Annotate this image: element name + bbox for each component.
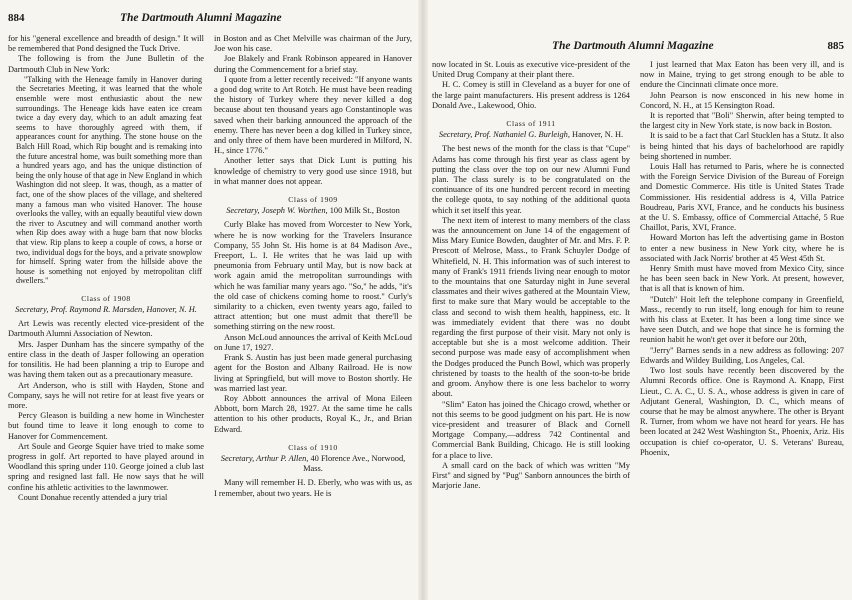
class-heading-1908: Class of 1908 xyxy=(81,293,131,303)
right-column-2 xyxy=(640,60,844,458)
paragraph: "Jerry" Barnes sends in a new address as following: 207 Edwards and Wildey Building, Los Angeles, Cal. xyxy=(640,345,844,365)
paragraph: now located in St. Louis as executive vice-president of the United Drug Company at their plant there. xyxy=(432,60,630,80)
paragraph: Roy Abbott announces the arrival of Mona Eileen Abbott, born March 28, 1927. At the same time he calls attention to his other products, Royal K., Jr., and Brian Edward. xyxy=(214,393,412,434)
class-secretary-1910: Secretary, Arthur P. Allen, 40 Florence Ave., Norwood, Mass. xyxy=(220,453,406,474)
paragraph: The following is from the June Bulletin of the Dartmouth Club in New York: xyxy=(8,54,204,74)
right-column-1 xyxy=(432,60,630,491)
class-heading-1910: Class of 1910 xyxy=(288,442,338,452)
right-page xyxy=(426,0,852,600)
paragraph: H. C. Comey is still in Cleveland as a buyer for one of the large paint manufacturers. His present address is 1264 Donald Ave., Lakewood, Ohio. xyxy=(432,80,630,110)
page-number: 885 xyxy=(827,40,844,52)
paragraph: Two lost souls have recently been discovered by the Alumni Records office. One is Raymond A. Knapp, First Lieut., C. A. C., U. S. A., whose address is given in care of Adjutant General, Washington, D. C., which means of course that he may be almost anywhere. The other is Bryant R. Turner, from whom we have not heard for years. He has been located at 242 West Washington St., Phoenix, Ariz. His occupation is chief co-operator, U. S. Veterans' Bureau, Phoenix, xyxy=(640,366,844,457)
paragraph: Another letter says that Dick Lunt is putting his knowledge of chemistry to very good use since 1918, but in what manner does not appear. xyxy=(214,156,412,186)
class-secretary-1908: Secretary, Prof. Raymond R. Marsden, Hanover, N. H. xyxy=(15,305,197,315)
running-title: The Dartmouth Alumni Magazine xyxy=(120,12,282,24)
paragraph: in Boston and as Chet Melville was chairman of the Jury, Joe won his case. xyxy=(214,34,412,54)
paragraph: It is reported that "Boli" Sherwin, after being tempted to the largest city in New York state, is now back in Boston. xyxy=(640,111,844,131)
paragraph: I quote from a letter recently received: "If anyone wants a good dog write to Art Rotch. He must have been reading the history of Turkey where they never killed a dog because about ten thousand years ago Constantinople was saved when their barking announced the approach of the enemy. There has never been a dog killed in Turkey since, and only three of them have been murdered in Milford, N. H., since 1776." xyxy=(214,74,412,156)
paragraph: "Dutch" Hoit left the telephone company in Greenfield, Mass., recently to run itself, long enough for him to reune with his class at Exeter. It has been a long time since we have seen Dutch, and we hope that since he is forming the reunion habit he won't get over it before our 20th, xyxy=(640,294,844,345)
paragraph: Henry Smith must have moved from Mexico City, since he has been seen back in New York. At present, however, that is all that is known of him. xyxy=(640,264,844,294)
paragraph: Percy Gleason is building a new home in Winchester but found time to leave it long enough to come to Hanover for Commencement. xyxy=(8,411,204,441)
paragraph: Art Anderson, who is still with Hayden, Stone and Company, says he will not retire for at least five years or more. xyxy=(8,380,204,410)
class-secretary-1909: Secretary, Joseph W. Worthen, 100 Milk St., Boston xyxy=(226,206,400,216)
paragraph: Curly Blake has moved from Worcester to New York, where he is now working for the Travelers Insurance Company, 55 John St. His home is at 84 Madison Ave., Freeport, L. I. He writes that he was laid up with pneumonia from February until May, but is now back at work again amid the metropolitan surroundings with which he was familiar many years ago. "So," he adds, "it's the old case of chickens coming home to roost." Curly's similarity to a chicken, even twenty years ago, failed to attract attention; but one must admit that there'll be something stirring on the new roost. xyxy=(214,220,412,332)
paragraph: Count Donahue recently attended a jury trial xyxy=(18,492,168,502)
paragraph: The best news of the month for the class is that "Cupe" Adams has come through his first year as class agent by putting the class over the top on our new Alumni Fund plan. The class surely is to be congratulated on the continuance of its one hundred percent record in meeting the college quota, to say nothing of the additional quota which it set itself this year. xyxy=(432,144,630,215)
running-title: The Dartmouth Alumni Magazine xyxy=(552,40,714,52)
paragraph: It is said to be a fact that Carl Stucklen has a Stutz. It also is being hinted that his days of bachelorhood are rapidly being shortened in number. xyxy=(640,131,844,161)
paragraph: I just learned that Max Eaton has been very ill, and is now in Maine, trying to get strong enough to be able to endure the Cincinnati climate once more. xyxy=(640,60,844,90)
club-bulletin-quote: "Talking with the Heneage family in Hanover during the Secretaries Meeting, it was learned that the whole ensemble were most enthusiastic about the new surroundings. The Heneage kids have eaten ice cream twice a day every day, which to an adult amazing feat seems to have thoroughly agreed with them, if appearances count for anything. The stone house on the Balch Hill Road, which Rip bought and is remaking into the future ancestral home, was built something more than a hundred years ago, and has the unique distinction of being the only house of that age in New England in which Washington did not sleep. It was, though, as a matter of fact, one of the show places of the village, and sheltered many a famous man who visited Hanover. The house overlooks the valley, with an equally beautiful view down the river to Ascutney and will command another worth when Rip does away with a huge barn that now blocks that view. Rip plans to keep a couple of cows, a horse or two, individual dogs for the boys, and a private snowplow for himself. Spring water from the hillside above the house is something not enjoyed by metropolitan cliff dwellers." xyxy=(16,74,202,286)
paragraph: Howard Morton has left the advertising game in Boston to enter a new business in New York city, where he is associated with Jack Norris' brother at 45 West 45th St. xyxy=(640,233,844,263)
paragraph: Mrs. Jasper Dunham has the sincere sympathy of the entire class in the death of Jasper following an operation for tonsilitis. He had been planning a trip to Europe and was having them taken out as a precautionary measure. xyxy=(8,339,204,380)
paragraph: The next item of interest to many members of the class was the announcement on June 14 of the engagement of Miss Mary Eunice Bowden, daughter of Mr. and Mrs. F. P. Prescott of Melrose, Mass., to Frank Schuyler Dodge of Whitefield, N. H. This information was of such interest to many of Frank's 1911 friends living near enough to motor to the mountains that one Saturday night in June several classmates and their wives gathered at the Mountain View, first to make sure that Mary would be acceptable to the class and second to wish them health, happiness, etc. It was immediately evident that there was no doubt regarding the first purpose of their visit. Mary not only is acceptable but she is a most welcome addition. Their second purpose was made easy of accomplishment when the Dodges produced the Punch Bowl, which was properly christened by toasts to the health of the soon-to-be bride and groom. Anyhow there is one less bachelor to worry about. xyxy=(432,215,630,399)
paragraph: Louis Hall has returned to Paris, where he is connected with the Foreign Service Division of the Bureau of Foreign and Domestic Commerce. His title is United States Trade Commissioner. His residential address is 4, Villa Patrice Boudreau, Paris XVI, France, and he conducts his business at the U. S. Embassy, office of Commercial Attaché, 5 Rue Chaillot, Paris, XVI, France. xyxy=(640,162,844,233)
paragraph: A small card on the back of which was written "My First" and signed by "Pug" Sanborn announces the birth of Marjorie Jane. xyxy=(432,460,630,491)
paragraph: Art Lewis was recently elected vice-president of the Dartmouth Alumni Association of Newton. xyxy=(8,319,204,339)
left-column-2 xyxy=(214,34,412,499)
page-number: 884 xyxy=(8,12,25,24)
class-secretary-1911: Secretary, Prof. Nathaniel G. Burleigh, Hanover, N. H. xyxy=(438,130,624,140)
paragraph: "Slim" Eaton has joined the Chicago crowd, whether or not this seems to be good judgment on his part. He is now vice-president and treasurer of Black and Cornell Mortgage Company,—address 742 Continental and Commercial Bank Building, Chicago. He is still looking for a place to live. xyxy=(432,399,630,460)
left-column-1 xyxy=(8,34,204,503)
class-heading-1909: Class of 1909 xyxy=(288,195,338,205)
paragraph: Frank S. Austin has just been made general purchasing agent for the Boston and Albany Railroad. He is now living at Springfield, but will move to Boston shortly. He was married last year. xyxy=(214,353,412,393)
paragraph: Joe Blakely and Frank Robinson appeared in Hanover during the Commencement for a brief stay. xyxy=(214,54,412,74)
paragraph: Anson McLoud announces the arrival of Keith McLoud on June 17, 1927. xyxy=(214,332,412,352)
paragraph: Art Soule and George Squier have tried to make some progress in golf. Art reported to have played around in Woodland this spring under 110. George joined a club last spring and resigned last fall. He now says that he will confine his athletic activities to the lawnmower. xyxy=(8,441,204,492)
left-page xyxy=(0,0,420,600)
paragraph: Many will remember H. D. Eberly, who was with us, as I remember, about two years. He is xyxy=(214,478,412,498)
paragraph: for his "general excellence and breadth of design." It will be remembered that Pond designed the Tuck Drive. xyxy=(8,34,204,54)
class-heading-1911: Class of 1911 xyxy=(506,119,556,129)
paragraph: John Pearson is now ensconced in his new home in Concord, N. H., at 15 Kensington Road. xyxy=(640,90,844,110)
